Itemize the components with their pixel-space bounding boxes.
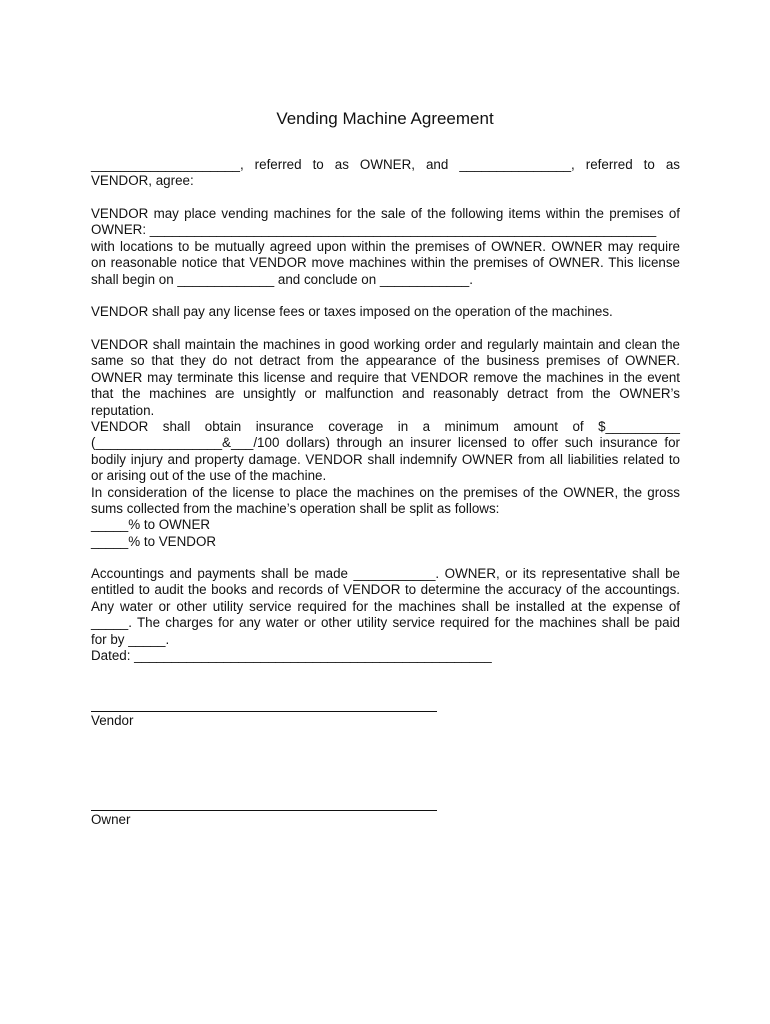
maintenance-paragraph <box>91 337 680 550</box>
split-line-2: sums collected from the machine’s operation shall be split as follows: <box>91 501 500 517</box>
insurance-line-3: bodily injury and property damage. VENDOR shall indemnify OWNER from all liabilities related to <box>91 451 680 467</box>
vendor-signature-label: Vendor <box>91 713 134 728</box>
insurance-line-4: or arising out of the use of the machine. <box>91 468 327 484</box>
owner-signature-label: Owner <box>91 812 131 827</box>
items-line-4: on reasonable notice that VENDOR move machines within the premises of OWNER. This license <box>91 255 680 271</box>
maintenance-line-2: same so that they do not detract from the appearance of the business premises of OWNER. <box>91 353 680 369</box>
insurance-line-2: (_________________&___/100 dollars) through an insurer licensed to offer such insurance for <box>91 435 680 451</box>
items-line-5: shall begin on _____________ and conclude on ____________. <box>91 271 473 287</box>
dated-line: Dated: ________________________________________________ <box>91 648 492 664</box>
split-line-1: In consideration of the license to place the machines on the premises of the OWNER, the gross <box>91 484 680 500</box>
maintenance-line-3: OWNER may terminate this license and require that VENDOR remove the machines in the event <box>91 369 680 385</box>
fees-line-1: VENDOR shall pay any license fees or taxes imposed on the operation of the machines. <box>91 304 613 319</box>
maintenance-line-1: VENDOR shall maintain the machines in good working order and regularly maintain and clean the <box>91 337 680 352</box>
items-line-1: VENDOR may place vending machines for the sale of the following items within the premises of <box>91 206 680 221</box>
parties-line-2: VENDOR, agree: <box>91 173 194 189</box>
accountings-line-3: Any water or other utility service required for the machines shall be installed at the expense of <box>91 598 680 614</box>
accountings-line-2: entitled to audit the books and records of VENDOR to determine the accuracy of the accountings. <box>91 582 680 598</box>
accountings-line-1: Accountings and payments shall be made ___________. OWNER, or its representative shall be <box>91 566 680 581</box>
parties-paragraph <box>91 157 680 190</box>
accountings-line-4: _____. The charges for any water or other utility service required for the machines shall be paid <box>91 615 680 631</box>
fees-paragraph <box>91 304 680 320</box>
parties-line-1: ____________________, referred to as OWNER, and _______________, referred to as <box>91 157 680 172</box>
accountings-line-5: for by _____. <box>91 631 170 647</box>
maintenance-line-5: reputation. <box>91 402 155 418</box>
accountings-paragraph <box>91 566 680 664</box>
owner-share-line: _____% to OWNER <box>91 517 211 533</box>
maintenance-line-4: that the machines are unsightly or malfunction and reasonably detract from the OWNER’s <box>91 386 680 402</box>
owner-signature-line <box>91 810 437 811</box>
vendor-share-line: _____% to VENDOR <box>91 533 217 549</box>
items-line-3: with locations to be mutually agreed upon within the premises of OWNER. OWNER may require <box>91 238 680 254</box>
items-paragraph <box>91 206 680 288</box>
insurance-line-1: VENDOR shall obtain insurance coverage in a minimum amount of $__________ <box>91 419 680 435</box>
vendor-signature-line <box>91 711 437 712</box>
items-line-2: OWNER: ____________________________________________________________________ <box>91 222 657 238</box>
document-title: Vending Machine Agreement <box>276 109 494 128</box>
